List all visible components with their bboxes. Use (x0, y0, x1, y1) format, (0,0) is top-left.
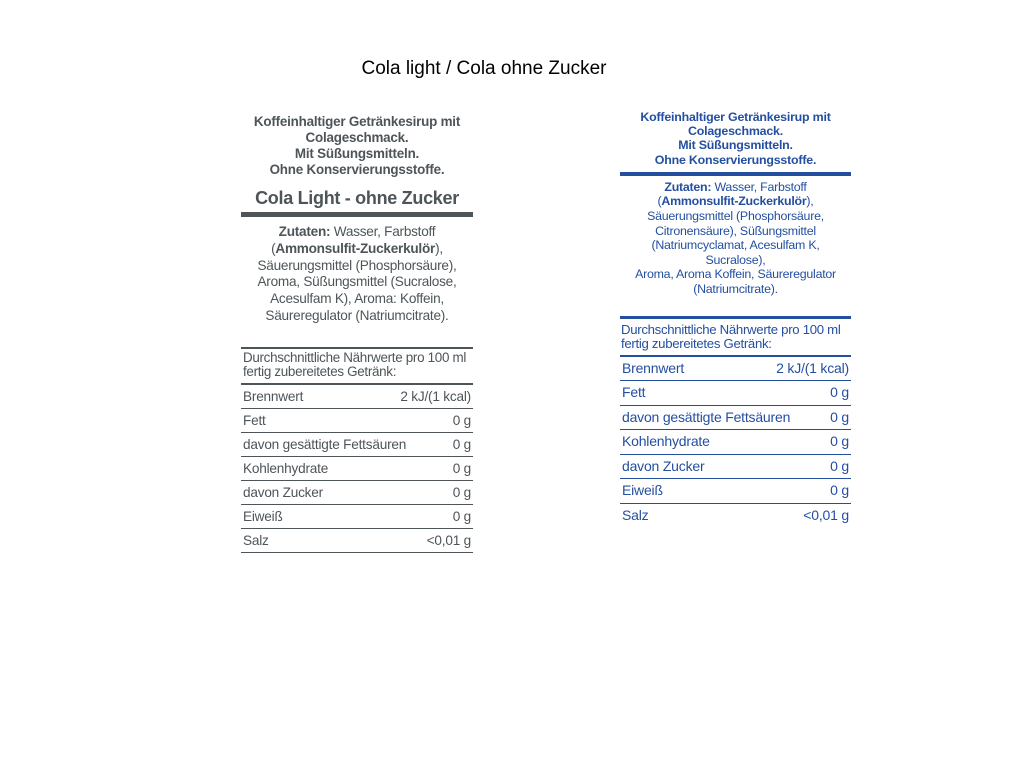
ingredients-text: Acesulfam K), Aroma: Koffein, (270, 291, 444, 307)
nutrient-value: 0 g (830, 457, 849, 474)
nutrient-label: davon gesättigte Fettsäuren (243, 436, 407, 452)
ingredients-heading: Zutaten: (278, 224, 331, 239)
ingredients-text: (Natriumcyclamat, Acesulfam K, Sucralose), (651, 238, 820, 267)
nutrition-row (620, 430, 851, 455)
nutrition-row (620, 381, 851, 406)
nutrition-row (620, 357, 851, 382)
nutrition-heading (620, 319, 851, 351)
nutrient-value: 0 g (452, 484, 471, 500)
ingredients-text: Wasser, Farbstoff (711, 179, 807, 194)
description-line: Mit Süßungsmitteln. (678, 138, 793, 153)
ingredients-list (620, 180, 851, 297)
nutrient-label: Brennwert (622, 359, 685, 376)
nutrition-row (241, 409, 473, 433)
description-line: Koffeinhaltiger Getränkesirup mit (253, 114, 461, 129)
nutrition-row (241, 481, 473, 505)
nutrient-value: 0 g (830, 433, 849, 450)
product-description (620, 110, 851, 167)
nutrient-label: Kohlenhydrate (622, 433, 710, 450)
nutrition-row (620, 455, 851, 480)
nutrient-label: Salz (622, 506, 649, 523)
nutrition-row (620, 504, 851, 528)
nutrient-label: Kohlenhydrate (243, 460, 329, 476)
nutrition-row (241, 529, 473, 553)
description-line: Colageschmack. (688, 124, 783, 139)
nutrient-value: 0 g (830, 384, 849, 401)
nutrient-value: 0 g (452, 508, 471, 524)
nutrition-heading-line: Durchschnittliche Nährwerte pro 100 ml (621, 321, 841, 337)
ingredients-text: ( (271, 240, 276, 256)
description-line: Ohne Konservierungsstoffe. (269, 162, 445, 177)
nutrient-label: davon Zucker (243, 484, 323, 500)
nutrient-label: Fett (243, 412, 266, 428)
ingredients-text: ), (806, 194, 814, 209)
nutrient-label: davon Zucker (622, 457, 705, 474)
nutrient-label: Fett (622, 384, 646, 401)
nutrient-value: <0,01 g (803, 506, 849, 523)
cola-light-label (241, 114, 473, 553)
ingredients-list (241, 224, 473, 325)
nutrient-value: 2 kJ/(1 kcal) (400, 388, 471, 404)
divider-bar (241, 212, 473, 217)
product-name: Cola Light - ohne Zucker (255, 188, 459, 208)
nutrition-table (620, 357, 851, 528)
nutrition-row (620, 406, 851, 431)
nutrient-value: 0 g (452, 436, 471, 452)
nutrient-value: 0 g (830, 482, 849, 499)
nutrient-value: 2 kJ/(1 kcal) (776, 359, 849, 376)
ingredients-text: (Natriumcitrate). (693, 281, 778, 296)
ingredients-text: Säuerungsmittel (Phosphorsäure, (647, 209, 824, 223)
nutrient-value: <0,01 g (426, 532, 471, 548)
ingredients-highlight: Ammonsulfit-Zuckerkulör (275, 240, 436, 256)
nutrition-heading (241, 349, 473, 379)
nutrition-heading-line: fertig zubereitetes Getränk: (243, 363, 397, 379)
nutrition-row (241, 457, 473, 481)
ingredients-highlight: Ammonsulfit-Zuckerkulör (661, 194, 807, 209)
slide-title: Cola light / Cola ohne Zucker (361, 58, 607, 79)
ingredients-text: Aroma, Aroma Koffein, Säureregulator (635, 267, 836, 282)
description-line: Koffeinhaltiger Getränkesirup mit (640, 110, 831, 124)
nutrition-heading-line: fertig zubereitetes Getränk: (621, 335, 772, 351)
ingredients-text: ( (657, 194, 662, 209)
nutrient-label: Eiweiß (243, 508, 283, 524)
nutrient-value: 0 g (452, 460, 471, 476)
nutrient-label: Eiweiß (622, 482, 663, 499)
nutrient-label: Salz (243, 532, 269, 548)
nutrition-row (241, 505, 473, 529)
ingredients-text: Citronensäure), Süßungsmittel (655, 223, 816, 238)
nutrition-row (620, 479, 851, 504)
nutrition-row (241, 433, 473, 457)
ingredients-text: Wasser, Farbstoff (330, 224, 436, 239)
nutrition-table (241, 385, 473, 553)
description-line: Colageschmack. (305, 130, 409, 145)
ingredients-text: Aroma, Süßungsmittel (Sucralose, (257, 274, 457, 290)
nutrient-value: 0 g (830, 408, 849, 425)
description-line: Ohne Konservierungsstoffe. (654, 152, 817, 167)
ingredients-text: Säuerungsmittel (Phosphorsäure), (257, 257, 457, 273)
nutrient-label: Brennwert (243, 388, 304, 404)
nutrition-heading-line: Durchschnittliche Nährwerte pro 100 ml (243, 349, 467, 365)
description-line: Mit Süßungsmitteln. (294, 146, 420, 161)
cola-zero-label (620, 110, 851, 527)
product-description (241, 114, 473, 178)
nutrition-row (241, 385, 473, 409)
divider-bar (620, 172, 851, 176)
ingredients-heading: Zutaten: (664, 179, 712, 194)
ingredients-text: Säureregulator (Natriumcitrate). (265, 307, 449, 323)
nutrient-value: 0 g (452, 412, 471, 428)
ingredients-text: ), (435, 240, 443, 256)
nutrient-label: davon gesättigte Fettsäuren (622, 408, 791, 425)
